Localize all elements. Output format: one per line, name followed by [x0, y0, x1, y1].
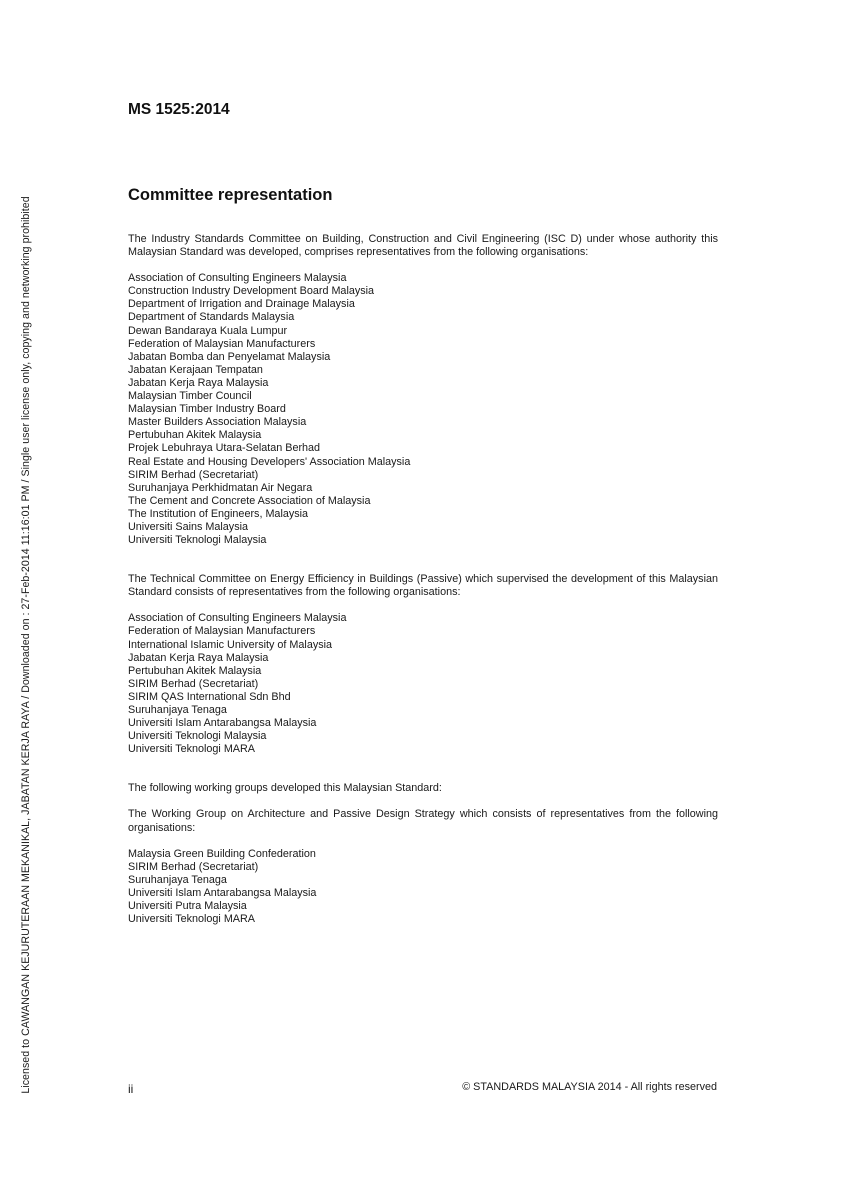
- organisation-item: Malaysian Timber Council: [128, 390, 252, 403]
- organisation-item: Association of Consulting Engineers Malaysia: [128, 272, 347, 285]
- organisation-item: Universiti Islam Antarabangsa Malaysia: [128, 717, 317, 730]
- organisation-item: Pertubuhan Akitek Malaysia: [128, 429, 262, 442]
- organisation-item: Real Estate and Housing Developers' Association Malaysia: [128, 455, 411, 468]
- organisation-item: SIRIM Berhad (Secretariat): [128, 860, 259, 873]
- organisation-item: International Islamic University of Malaysia: [128, 638, 333, 651]
- working-group-organisation-list: [128, 848, 718, 927]
- organisation-item: Federation of Malaysian Manufacturers: [128, 625, 316, 638]
- working-groups-intro: The following working groups developed this Malaysian Standard:: [128, 782, 442, 795]
- organisation-item: Dewan Bandaraya Kuala Lumpur: [128, 324, 288, 337]
- page-number: ii: [128, 1082, 134, 1096]
- organisation-item: Jabatan Kerajaan Tempatan: [128, 363, 263, 376]
- organisation-item: The Cement and Concrete Association of Malaysia: [128, 494, 371, 507]
- organisation-item: The Institution of Engineers, Malaysia: [128, 507, 309, 520]
- organisation-item: Association of Consulting Engineers Malaysia: [128, 612, 347, 625]
- organisation-item: Universiti Teknologi MARA: [128, 913, 256, 926]
- copyright-notice: © STANDARDS MALAYSIA 2014 - All rights reserved: [462, 1081, 717, 1093]
- organisation-item: Universiti Putra Malaysia: [128, 900, 247, 913]
- technical-committee-intro: The Technical Committee on Energy Efficiency in Buildings (Passive) which supervised the development of this Malaysian Standard consists of representatives from the following organisations:: [128, 573, 718, 599]
- organisation-item: Federation of Malaysian Manufacturers: [128, 337, 316, 350]
- organisation-item: Universiti Islam Antarabangsa Malaysia: [128, 886, 317, 899]
- organisation-item: Suruhanjaya Tenaga: [128, 704, 227, 716]
- organisation-item: Universiti Teknologi Malaysia: [128, 730, 267, 743]
- organisation-item: Universiti Sains Malaysia: [128, 520, 249, 533]
- organisation-item: Jabatan Kerja Raya Malaysia: [128, 376, 269, 389]
- section-title: Committee representation: [128, 186, 333, 204]
- organisation-item: Jabatan Kerja Raya Malaysia: [128, 651, 269, 664]
- organisation-item: Malaysian Timber Industry Board: [128, 403, 286, 416]
- isc-organisation-list: [128, 272, 718, 547]
- organisation-item: Projek Lebuhraya Utara-Selatan Berhad: [128, 442, 321, 455]
- organisation-item: Department of Standards Malaysia: [128, 311, 295, 324]
- working-group-intro: The Working Group on Architecture and Passive Design Strategy which consists of representatives from the following organisations:: [128, 808, 718, 834]
- organisation-item: Pertubuhan Akitek Malaysia: [128, 664, 262, 677]
- organisation-item: SIRIM Berhad (Secretariat): [128, 468, 259, 481]
- organisation-item: Universiti Teknologi MARA: [128, 743, 256, 756]
- technical-committee-organisation-list: [128, 612, 718, 756]
- license-watermark: Licensed to CAWANGAN KEJURUTERAAN MEKANIKAL, JABATAN KERJA RAYA / Downloaded on : 27-Feb-2014 11:16:01 PM / Single user license only, copying and networking prohibited: [20, 196, 32, 1094]
- organisation-item: Construction Industry Development Board Malaysia: [128, 285, 375, 298]
- organisation-item: Master Builders Association Malaysia: [128, 416, 307, 429]
- organisation-item: Jabatan Bomba dan Penyelamat Malaysia: [128, 350, 331, 363]
- organisation-item: Suruhanjaya Tenaga: [128, 873, 227, 886]
- document-body: [128, 233, 718, 926]
- organisation-item: Malaysia Green Building Confederation: [128, 847, 316, 860]
- organisation-item: Universiti Teknologi Malaysia: [128, 534, 267, 547]
- organisation-item: SIRIM QAS International Sdn Bhd: [128, 690, 291, 703]
- organisation-item: Suruhanjaya Perkhidmatan Air Negara: [128, 481, 313, 494]
- isc-intro: The Industry Standards Committee on Building, Construction and Civil Engineering (ISC D) under whose authority this Malaysian Standard was developed, comprises representatives from the following organisations:: [128, 233, 718, 259]
- organisation-item: Department of Irrigation and Drainage Malaysia: [128, 298, 355, 311]
- document-id: MS 1525:2014: [128, 101, 230, 118]
- organisation-item: SIRIM Berhad (Secretariat): [128, 677, 259, 690]
